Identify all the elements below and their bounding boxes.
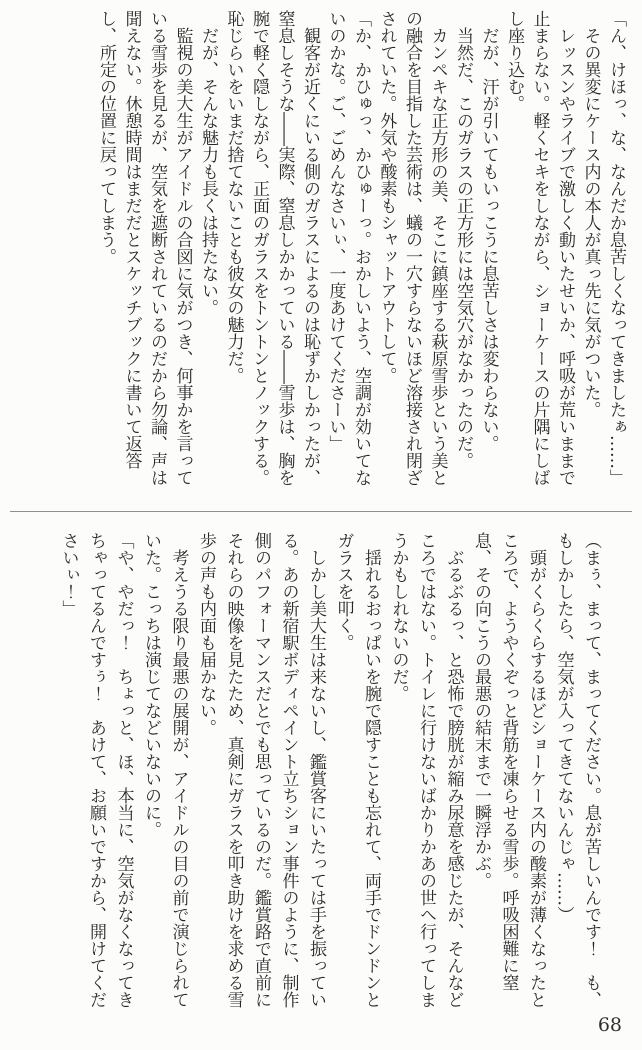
paragraph: 揺れるおっぱいを腕で隠すことも忘れて、両手でドンドンとガラスを叩く。 bbox=[333, 532, 381, 1008]
text-block-top bbox=[22, 10, 628, 488]
paragraph: レッスンやライブで激しく動いたせいか、呼吸が荒いままで止まらない。軽くセキをしながら、ショーケースの片隅にしばし座り込む。 bbox=[504, 10, 575, 486]
paragraph: だが、汗が引いてもいっこうに息苦しさは変わらない。 bbox=[478, 10, 499, 452]
paragraph: その異変にケース内の本人が真っ先に気がついた。 bbox=[580, 10, 601, 418]
paragraph: （まぅ、まって、まってください。息が苦しいんです！ も、もしかしたら、空気が入ってきてないんじゃ……） bbox=[553, 532, 601, 1008]
page-number: 68 bbox=[597, 1014, 622, 1036]
paragraph: 「か、かひゅっ、かひゅーっ。おかしいよう、空調が効いてないのかな。ご、ごめんなさいぃ、一度あけてくださーい」 bbox=[325, 10, 371, 486]
paragraph: 監視の美大生がアイドルの合図に気がつき、何事かを言っている雪歩を見るが、空気を遮断されているのだから勿論、声は聞えない。休憩時間はまだだとスケッチブックに書いて返答し、所定の位置に戻ってしまう。 bbox=[96, 10, 193, 486]
paragraph: だが、そんな魅力も長くは持たない。 bbox=[198, 10, 218, 316]
paragraph: カンペキな正方形の美、そこに鎮座する萩原雪歩という美との融合を目指した芸術は、蟻の一穴すらないほど溶接され閉ざされていた。外気や酸素もシャットアウトして。 bbox=[376, 10, 448, 486]
section-divider-rule bbox=[10, 511, 632, 512]
paragraph: 「ん、けほっ、な、なんだか息苦しくなってきましたぁ……」 bbox=[606, 10, 626, 486]
paragraph: しかし美大生は来ないし、鑑賞客にいたっては手を振っている。あの新宿駅ボディペイント立ちション事件のように、制作側のパフォーマンスだとでも思っているのだ。鑑賞路で直前にそれらの映像を見たため、真剣にガラスを叩き助けを求める雪歩の声も内面も届かない。 bbox=[196, 532, 326, 1008]
paragraph: 観客が近くにいる側のガラスによるのは恥ずかしかったが、窒息しそうな――実際、窒息しかかっている――雪歩は、胸を腕で軽く隠しながら、正面のガラスをトントンとノックする。恥じらいをいまだ捨てないことも彼女の魅力だ。 bbox=[223, 10, 320, 486]
paragraph: 当然だ、このガラスの正方形には空気穴がなかったのだ。 bbox=[453, 10, 473, 469]
text-block-bottom bbox=[38, 532, 604, 1010]
paragraph: 「や、やだっ！ ちょっと、ほ、本当に、空気がなくなってきちゃってるんですぅ！ あけて、お願いですから、開けてくださいぃ！」 bbox=[58, 532, 134, 1008]
paragraph: ぶるぶるっ、と恐怖で膀胱が縮み尿意を感じたが、そんなどころではない。トイレに行けないばかりかあの世へ行ってしまうかもしれないのだ。 bbox=[388, 532, 464, 1008]
paragraph: 頭がくらくらするほどショーケース内の酸素が薄くなったところで、ようやくぞっと背筋を凍らせる雪歩。呼吸困難に窒息、その向こうの最悪の結末まで一瞬浮かぶ。 bbox=[471, 532, 546, 1008]
paragraph: 考えうる限り最悪の展開が、アイドルの目の前で演じられていた。こっちは演じてなどいないのに。 bbox=[141, 532, 189, 1008]
